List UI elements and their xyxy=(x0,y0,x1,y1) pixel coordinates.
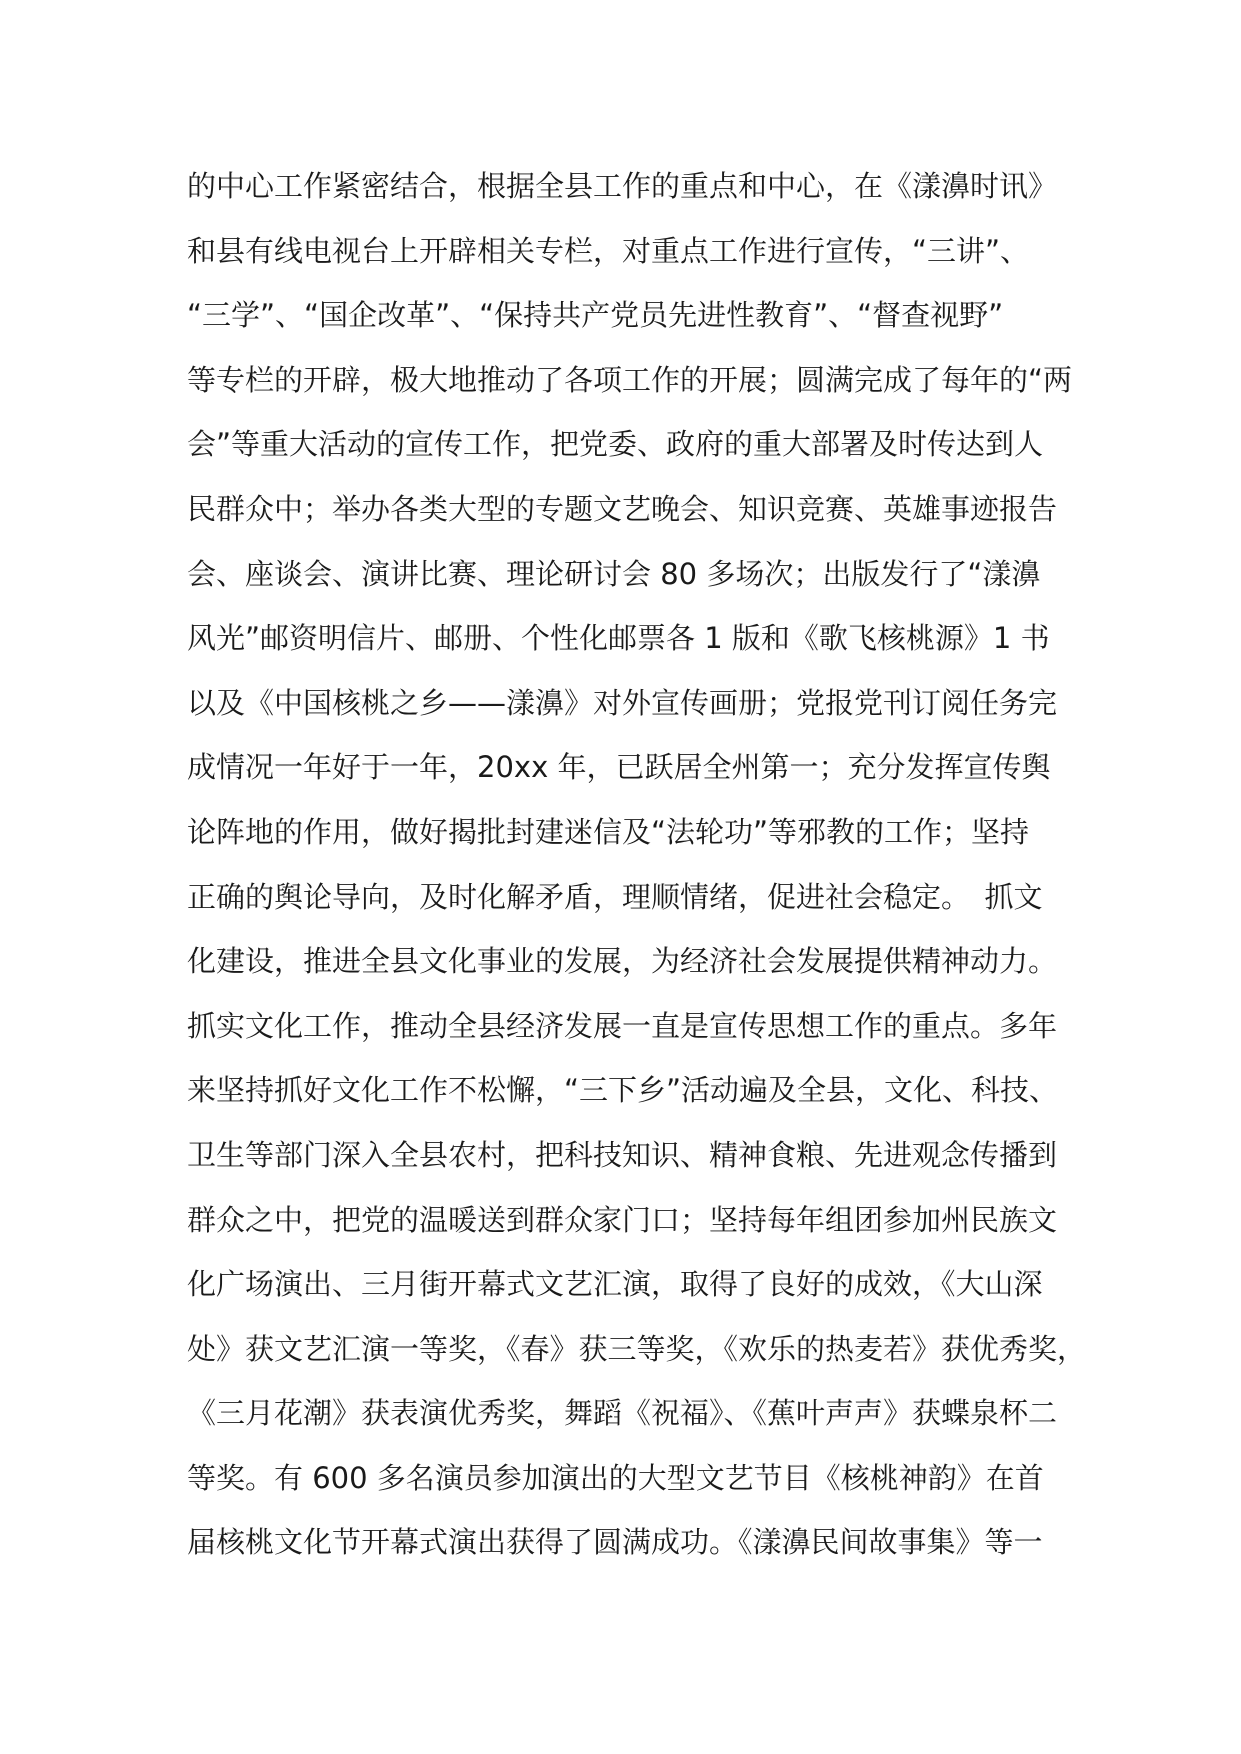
text-line: 化广场演出、三月街开幕式文艺汇演，取得了良好的成效，《大山深 xyxy=(187,1267,1043,1302)
text-line: 正确的舆论导向，及时化解矛盾，理顺情绪，促进社会稳定。 抓文 xyxy=(187,879,1043,914)
text-line: 会、座谈会、演讲比赛、理论研讨会 80 多场次；出版发行了“漾濞 xyxy=(187,556,1041,591)
text-line: 风光”邮资明信片、邮册、个性化邮票各 1 版和《歌飞核桃源》1 书 xyxy=(187,621,1050,656)
text-line: 《三月花潮》获表演优秀奖，舞蹈《祝福》、《蕉叶声声》获蝶泉杯二 xyxy=(187,1396,1058,1431)
text-line: 民群众中；举办各类大型的专题文艺晚会、知识竞赛、英雄事迹报告 xyxy=(187,491,1058,526)
text-line: 论阵地的作用，做好揭批封建迷信及“法轮功”等邪教的工作；坚持 xyxy=(187,814,1030,849)
text-line: 来坚持抓好文化工作不松懈，“三下乡”活动遍及全县，文化、科技、 xyxy=(187,1073,1059,1108)
text-line: 抓实文化工作，推动全县经济发展一直是宣传思想工作的重点。多年 xyxy=(187,1008,1058,1043)
text-line: 处》获文艺汇演一等奖，《春》获三等奖，《欢乐的热麦若》获优秀奖， xyxy=(187,1331,1087,1366)
text-line: 以及《中国核桃之乡——漾濞》对外宣传画册；党报党刊订阅任务完 xyxy=(187,685,1058,720)
text-line: 化建设，推进全县文化事业的发展，为经济社会发展提供精神动力。 xyxy=(187,944,1058,979)
body-text xyxy=(187,158,1087,1579)
text-line: “三学”、“国企改革”、“保持共产党员先进性教育”、“督查视野” xyxy=(187,298,1004,333)
text-line: 和县有线电视台上开辟相关专栏，对重点工作进行宣传，“三讲”、 xyxy=(187,233,1030,268)
text-line: 等奖。有 600 多名演员参加演出的大型文艺节目《核桃神韵》在首 xyxy=(187,1460,1044,1495)
text-line: 成情况一年好于一年，20xx 年，已跃居全州第一；充分发挥宣传舆 xyxy=(187,750,1051,785)
text-line: 的中心工作紧密结合，根据全县工作的重点和中心，在《漾濞时讯》 xyxy=(187,169,1058,203)
text-line: 群众之中，把党的温暖送到群众家门口；坚持每年组团参加州民族文 xyxy=(187,1202,1058,1237)
text-line: 会”等重大活动的宣传工作，把党委、政府的重大部署及时传达到人 xyxy=(187,427,1044,462)
text-line: 卫生等部门深入全县农村，把科技知识、精神食粮、先进观念传播到 xyxy=(187,1137,1058,1172)
text-line: 等专栏的开辟，极大地推动了各项工作的开展；圆满完成了每年的“两 xyxy=(187,362,1073,397)
text-line: 届核桃文化节开幕式演出获得了圆满成功。《漾濞民间故事集》等一 xyxy=(187,1525,1043,1560)
